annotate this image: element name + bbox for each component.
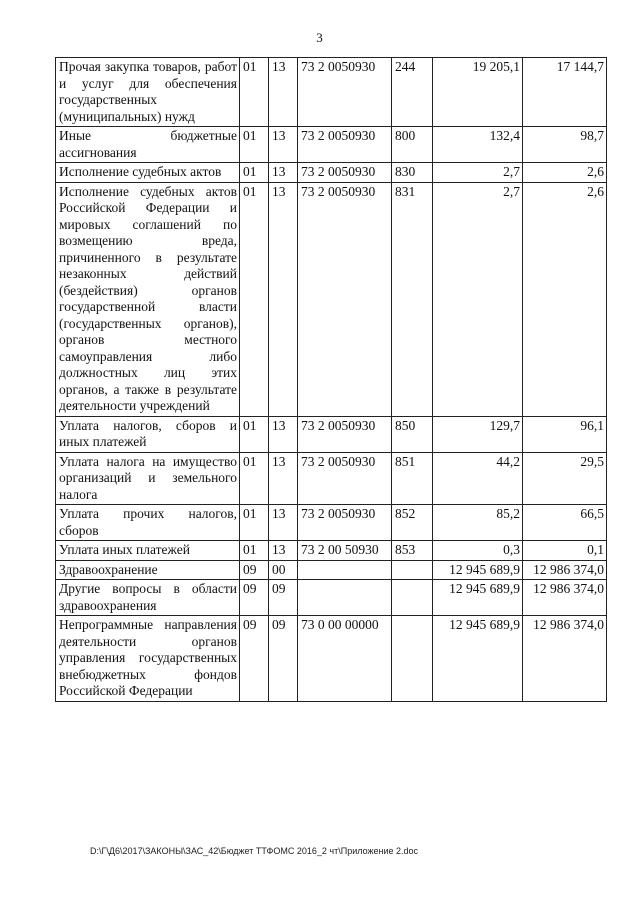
- row-name: Непрограммные направления деятельности органов управления государственных внебюджетных фондов Российской Федерации: [56, 616, 240, 702]
- row-name: Уплата иных платежей: [56, 541, 240, 561]
- row-sum-second: 2,6: [523, 182, 607, 416]
- table-row: [56, 580, 607, 616]
- row-subsection: 13: [269, 182, 298, 416]
- row-name: Уплата налогов, сборов и иных платежей: [56, 416, 240, 452]
- row-sum-first: 132,4: [433, 127, 523, 163]
- row-section: 01: [240, 416, 269, 452]
- row-name: Уплата налога на имущество организаций и земельного налога: [56, 452, 240, 505]
- row-section: 01: [240, 182, 269, 416]
- row-subsection: 13: [269, 58, 298, 127]
- row-sum-second: 96,1: [523, 416, 607, 452]
- row-section: 09: [240, 616, 269, 702]
- row-target-article: 73 2 0050930: [298, 182, 392, 416]
- row-target-article: 73 2 0050930: [298, 163, 392, 183]
- row-target-article: [298, 560, 392, 580]
- table-row: [56, 452, 607, 505]
- row-section: 01: [240, 58, 269, 127]
- table-row: [56, 127, 607, 163]
- row-target-article: 73 0 00 00000: [298, 616, 392, 702]
- row-expense-type: [392, 580, 433, 616]
- row-expense-type: 850: [392, 416, 433, 452]
- row-subsection: 13: [269, 416, 298, 452]
- row-name: Уплата прочих налогов, сборов: [56, 505, 240, 541]
- row-expense-type: 831: [392, 182, 433, 416]
- row-section: 01: [240, 452, 269, 505]
- row-sum-first: 12 945 689,9: [433, 580, 523, 616]
- row-target-article: 73 2 0050930: [298, 452, 392, 505]
- row-subsection: 13: [269, 127, 298, 163]
- row-name: Исполнение судебных актов: [56, 163, 240, 183]
- row-expense-type: [392, 560, 433, 580]
- row-sum-second: 17 144,7: [523, 58, 607, 127]
- row-sum-first: 0,3: [433, 541, 523, 561]
- row-target-article: 73 2 0050930: [298, 127, 392, 163]
- row-sum-second: 12 986 374,0: [523, 616, 607, 702]
- footer-file-path: D:\Г\Д6\2017\ЗАКОНЫ\ЗАС_42\Бюджет ТТФОМС 2016_2 чт\Приложение 2.doc: [90, 846, 419, 856]
- table-row: [56, 58, 607, 127]
- row-subsection: 13: [269, 163, 298, 183]
- row-sum-first: 85,2: [433, 505, 523, 541]
- table-row: [56, 163, 607, 183]
- row-subsection: 13: [269, 452, 298, 505]
- row-expense-type: 851: [392, 452, 433, 505]
- table-row: [56, 616, 607, 702]
- row-expense-type: 852: [392, 505, 433, 541]
- row-name: Здравоохранение: [56, 560, 240, 580]
- row-sum-second: 29,5: [523, 452, 607, 505]
- row-subsection: 13: [269, 541, 298, 561]
- row-subsection: 09: [269, 616, 298, 702]
- row-section: 09: [240, 560, 269, 580]
- row-sum-second: 12 986 374,0: [523, 580, 607, 616]
- row-name: Иные бюджетные ассигнования: [56, 127, 240, 163]
- row-name: Прочая закупка товаров, работ и услуг для обеспечения государственных (муниципальных) нужд: [56, 58, 240, 127]
- row-sum-second: 0,1: [523, 541, 607, 561]
- row-subsection: 09: [269, 580, 298, 616]
- table-row: [56, 541, 607, 561]
- row-target-article: 73 2 0050930: [298, 416, 392, 452]
- row-expense-type: 800: [392, 127, 433, 163]
- row-name: Исполнение судебных актов Российской Федерации и мировых соглашений по возмещению вреда, причиненного в результате незаконных действий (бездействия) органов государственной власти (государственных органов), органов местного самоуправления либо должностных лиц этих органов, а также в результате деятельности учреждений: [56, 182, 240, 416]
- row-sum-second: 2,6: [523, 163, 607, 183]
- row-sum-second: 66,5: [523, 505, 607, 541]
- row-sum-first: 19 205,1: [433, 58, 523, 127]
- row-expense-type: 853: [392, 541, 433, 561]
- table-row: [56, 416, 607, 452]
- row-target-article: 73 2 00 50930: [298, 541, 392, 561]
- row-expense-type: 244: [392, 58, 433, 127]
- row-name: Другие вопросы в области здравоохранения: [56, 580, 240, 616]
- row-sum-first: 44,2: [433, 452, 523, 505]
- table-row: [56, 182, 607, 416]
- row-sum-first: 12 945 689,9: [433, 560, 523, 580]
- table-row: [56, 505, 607, 541]
- row-sum-second: 98,7: [523, 127, 607, 163]
- table-row: [56, 560, 607, 580]
- row-subsection: 13: [269, 505, 298, 541]
- row-section: 09: [240, 580, 269, 616]
- row-subsection: 00: [269, 560, 298, 580]
- row-section: 01: [240, 163, 269, 183]
- row-target-article: 73 2 0050930: [298, 58, 392, 127]
- row-expense-type: 830: [392, 163, 433, 183]
- page-number: 3: [316, 30, 323, 45]
- row-target-article: 73 2 0050930: [298, 505, 392, 541]
- row-section: 01: [240, 541, 269, 561]
- row-expense-type: [392, 616, 433, 702]
- row-sum-first: 129,7: [433, 416, 523, 452]
- row-section: 01: [240, 505, 269, 541]
- row-sum-first: 12 945 689,9: [433, 616, 523, 702]
- row-sum-first: 2,7: [433, 182, 523, 416]
- row-sum-first: 2,7: [433, 163, 523, 183]
- row-sum-second: 12 986 374,0: [523, 560, 607, 580]
- budget-table: [55, 57, 607, 702]
- row-target-article: [298, 580, 392, 616]
- row-section: 01: [240, 127, 269, 163]
